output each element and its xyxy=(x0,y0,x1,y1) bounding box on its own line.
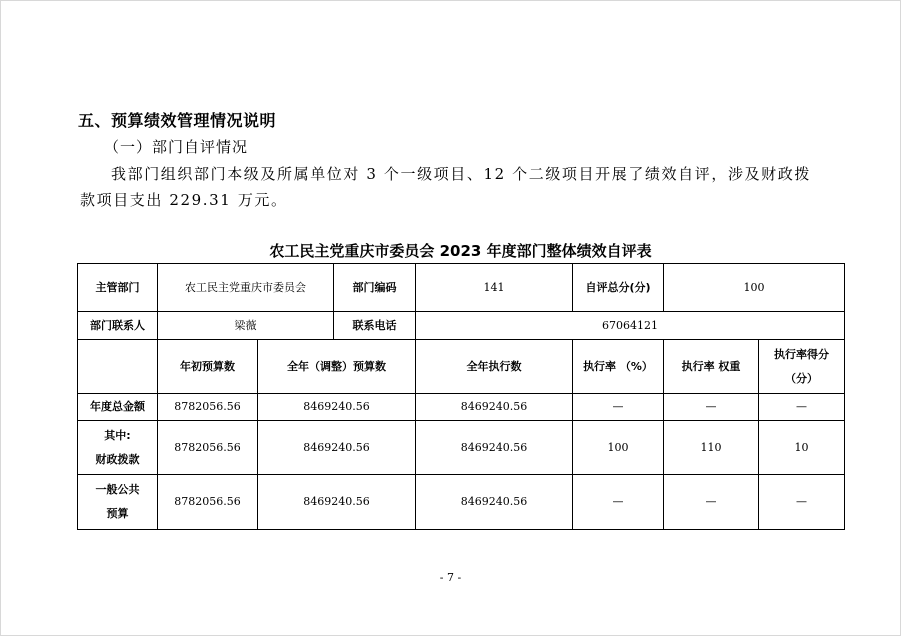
cell-score: 10 xyxy=(759,421,845,475)
dept-label: 主管部门 xyxy=(78,264,158,312)
paragraph-line-2: 款项目支出 229.31 万元。 xyxy=(80,191,288,209)
header-exec-score-line1: 执行率得分 xyxy=(774,347,829,361)
table-header-row xyxy=(78,340,845,394)
phone-label: 联系电话 xyxy=(334,312,416,340)
cell-weight: — xyxy=(664,394,759,421)
cell-rate: — xyxy=(573,394,664,421)
cell-weight: 110 xyxy=(664,421,759,475)
phone-value: 67064121 xyxy=(416,312,845,340)
row-label-line1: 其中: xyxy=(104,428,131,442)
cell-adjusted: 8469240.56 xyxy=(258,421,416,475)
row-label: 年度总金额 xyxy=(78,394,158,421)
cell-adjusted: 8469240.56 xyxy=(258,475,416,530)
cell-executed: 8469240.56 xyxy=(416,475,573,530)
cell-rate: 100 xyxy=(573,421,664,475)
cell-initial: 8782056.56 xyxy=(158,475,258,530)
score-value: 100 xyxy=(664,264,845,312)
row-label-line2: 财政拨款 xyxy=(95,452,140,466)
cell-weight: — xyxy=(664,475,759,530)
header-exec-rate: 执行率 （%） xyxy=(573,340,664,394)
cell-initial: 8782056.56 xyxy=(158,394,258,421)
row-label-line1: 一般公共 xyxy=(95,483,140,496)
paragraph-line-1: 我部门组织部门本级及所属单位对 3 个一级项目、12 个二级项目开展了绩效自评，涉及财政拨 xyxy=(111,165,811,183)
page-number: - 7 - xyxy=(439,571,462,584)
section-heading: 五、预算绩效管理情况说明 xyxy=(78,111,277,130)
table-row xyxy=(78,264,845,312)
cell-initial: 8782056.56 xyxy=(158,421,258,475)
sub-heading: （一）部门自评情况 xyxy=(104,138,249,156)
row-label-line2: 预算 xyxy=(106,507,129,520)
table-title: 农工民主党重庆市委员会 2023 年度部门整体绩效自评表 xyxy=(269,242,652,260)
code-value: 141 xyxy=(416,264,573,312)
dept-value: 农工民主党重庆市委员会 xyxy=(158,264,334,312)
cell-executed: 8469240.56 xyxy=(416,394,573,421)
contact-label: 部门联系人 xyxy=(78,312,158,340)
header-exec-score-line2: （分） xyxy=(785,371,818,385)
cell-score: — xyxy=(759,475,845,530)
table-row xyxy=(78,394,845,421)
evaluation-table xyxy=(77,263,845,530)
code-label: 部门编码 xyxy=(334,264,416,312)
contact-value: 梁薇 xyxy=(158,312,334,340)
header-blank xyxy=(78,340,158,394)
header-executed: 全年执行数 xyxy=(416,340,573,394)
cell-rate: — xyxy=(573,475,664,530)
row-label xyxy=(78,421,158,475)
cell-adjusted: 8469240.56 xyxy=(258,394,416,421)
header-initial-budget: 年初预算数 xyxy=(158,340,258,394)
table-row xyxy=(78,421,845,475)
header-adjusted-budget: 全年（调整）预算数 xyxy=(258,340,416,394)
header-exec-weight: 执行率 权重 xyxy=(664,340,759,394)
row-label xyxy=(78,475,158,530)
cell-executed: 8469240.56 xyxy=(416,421,573,475)
score-label: 自评总分(分) xyxy=(573,264,664,312)
cell-score: — xyxy=(759,394,845,421)
table-row xyxy=(78,475,845,530)
header-exec-score xyxy=(759,340,845,394)
table-row xyxy=(78,312,845,340)
